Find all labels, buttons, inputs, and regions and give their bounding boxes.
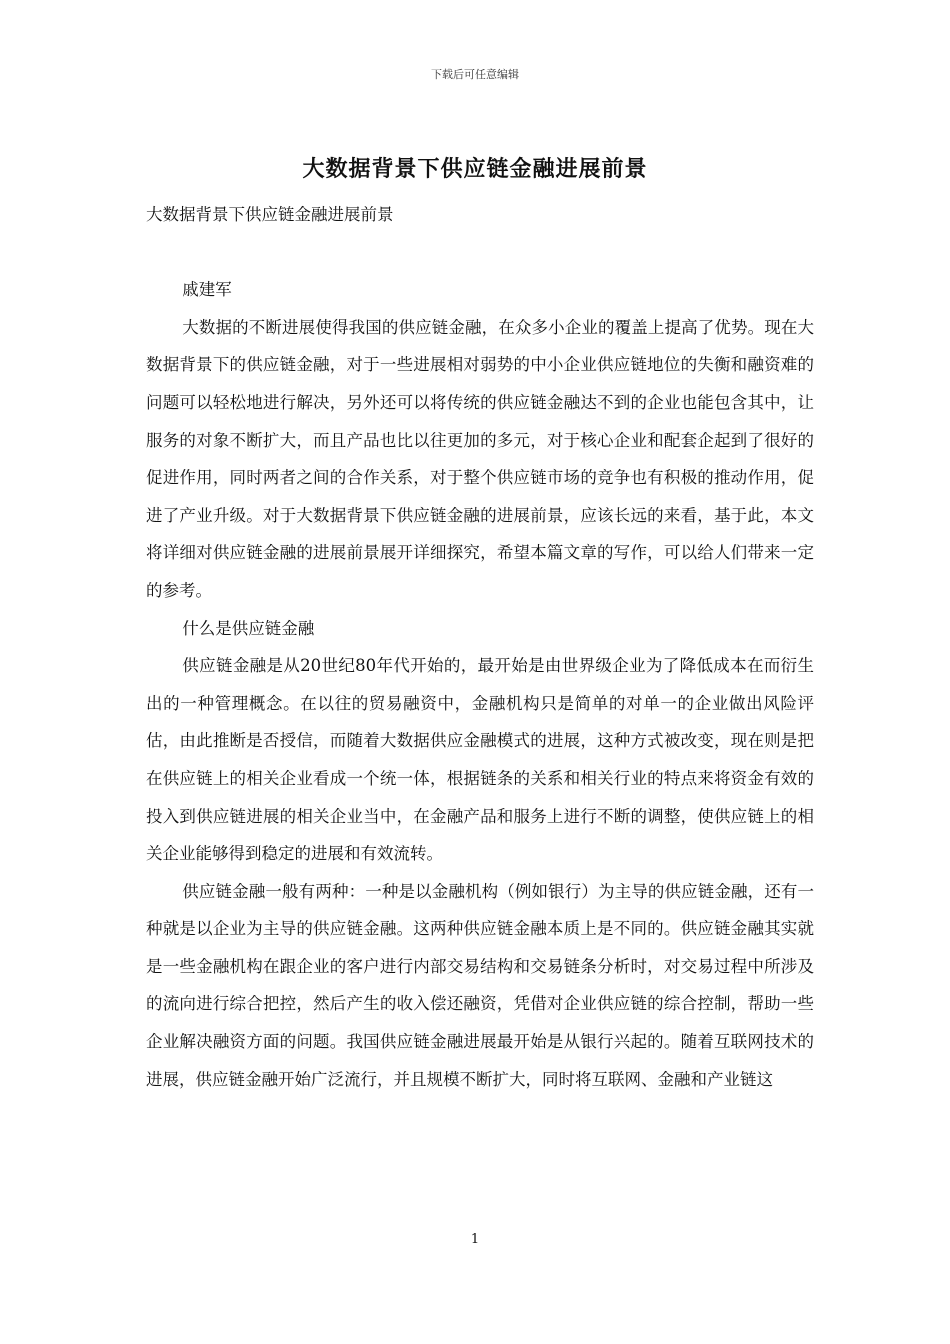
blank-line: [146, 234, 814, 272]
document-title: 大数据背景下供应链金融进展前景: [302, 156, 648, 182]
page-number: 1: [470, 1232, 480, 1247]
paragraph-types: 供应链金融一般有两种：一种是以金融机构（例如银行）为主导的供应链金融，还有一种就是以企业为主导的供应链金融。这两种供应链金融本质上是不同的。供应链金融其实就是一些金融机构在跟企业的客户进行内部交易结构和交易链条分析时，对交易过程中所涉及的流向进行综合把控，然后产生的收入偿还融资，凭借对企业供应链的综合控制，帮助一些企业解决融资方面的问题。我国供应链金融进展最开始是从银行兴起的。随着互联网技术的进展，供应链金融开始广泛流行，并且规模不断扩大，同时将互联网、金融和产业链这: [146, 881, 814, 1089]
document-body: [146, 196, 814, 1098]
paragraph-intro: 大数据的不断进展使得我国的供应链金融，在众多小企业的覆盖上提高了优势。现在大数据背景下的供应链金融，对于一些进展相对弱势的中小企业供应链地位的失衡和融资难的问题可以轻松地进行解决，另外还可以将传统的供应链金融达不到的企业也能包含其中，让服务的对象不断扩大，而且产品也比以往更加的多元，对于核心企业和配套企起到了很好的促进作用，同时两者之间的合作关系，对于整个供应链市场的竞争也有积极的推动作用，促进了产业升级。对于大数据背景下供应链金融的进展前景，应该长远的来看，基于此，本文将详细对供应链金融的进展前景展开详细探究，希望本篇文章的写作，可以给人们带来一定的参考。: [146, 317, 814, 600]
subtitle: 大数据背景下供应链金融进展前景: [146, 205, 394, 224]
paragraph-definition: 供应链金融是从20世纪80年代开始的，最开始是由世界级企业为了降低成本在而衍生出的一种管理概念。在以往的贸易融资中，金融机构只是简单的对单一的企业做出风险评估，由此推断是否授信，而随着大数据供应金融模式的进展，这种方式被改变，现在则是把在供应链上的相关企业看成一个统一体，根据链条的关系和相关行业的特点来将资金有效的投入到供应链进展的相关企业当中，在金融产品和服务上进行不断的调整，使供应链上的相关企业能够得到稳定的进展和有效流转。: [146, 656, 814, 864]
section-heading: 什么是供应链金融: [182, 618, 315, 638]
author-name: 戚建军: [182, 280, 232, 300]
header-note: 下载后可任意编辑: [431, 68, 519, 81]
